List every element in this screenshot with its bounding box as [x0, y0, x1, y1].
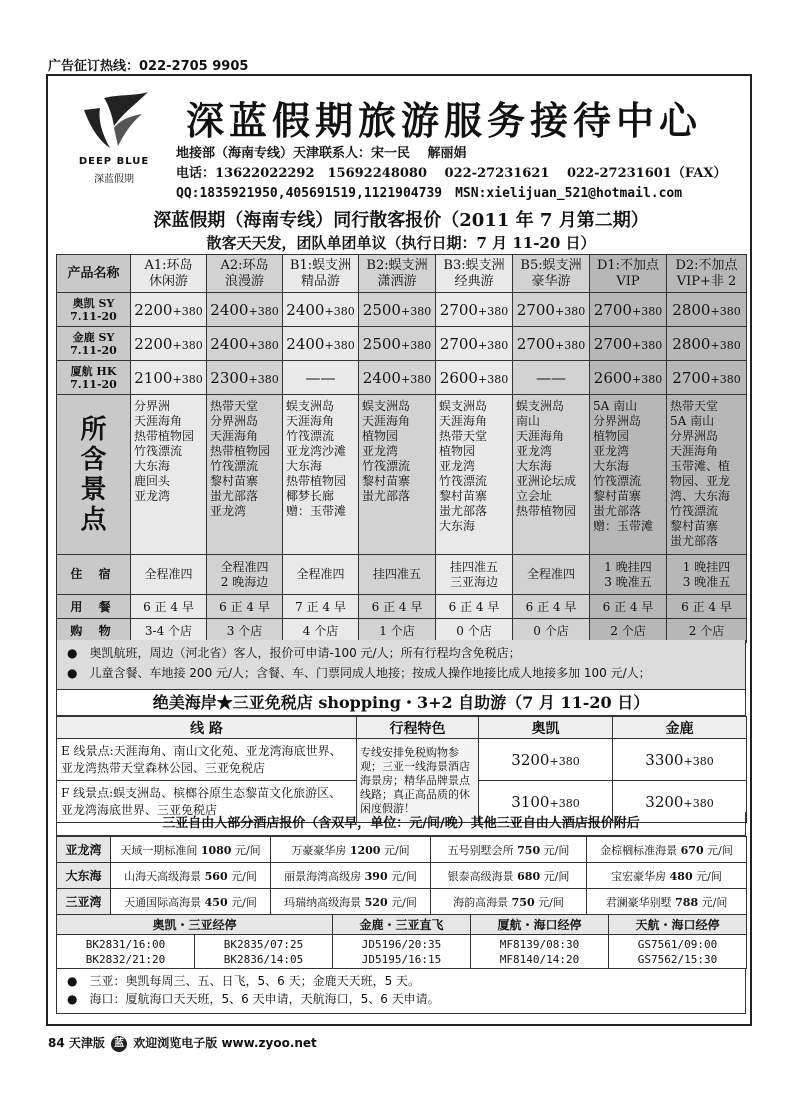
- spots-cell: 热带天堂 分界洲岛 天涯海角 热带植物园 竹筏漂流 黎村苗寨 蚩尤部落 亚龙湾: [207, 395, 283, 555]
- hotel-cell: 天域一期标准间 1080 元/间: [111, 837, 271, 863]
- notes: [56, 640, 746, 690]
- shop-header-okay: 奥凯: [479, 717, 613, 739]
- spots-cell: 5A 南山 分界洲岛 植物园 亚龙湾 大东海 竹筏漂流 黎村苗寨 蚩尤部落 赠：玉带滩: [590, 395, 667, 555]
- hotel-cell: 银泰高级海景 680 元/间: [431, 863, 587, 889]
- meal-cell: 6 正 4 早: [131, 595, 207, 619]
- quote-subtitle: 散客天天发，团队单团单议（执行日期：7 月 11-20 日）: [206, 234, 596, 252]
- flight-header: 天航・海口经停: [609, 915, 747, 935]
- shop-count-cell: 3-4 个店: [131, 619, 207, 643]
- hotel-cell: 海韵高海景 750 元/间: [431, 889, 587, 915]
- shop-header-route: 线 路: [57, 717, 357, 739]
- product-header: B3:蜈支洲 经典游: [436, 255, 513, 293]
- airline-label: 厦航 HK 7.11-20: [57, 361, 131, 395]
- shop-feature: 专线安排免税购物参观；三亚一线海景酒店海景房；精华品牌景点线路；真正高品质的休闲度假游！: [357, 739, 479, 823]
- stay-cell: 1 晚挂四 3 晚准五: [667, 555, 747, 595]
- logo-en: DEEP BLUE: [78, 156, 150, 167]
- note-item: ● 儿童含餐、车地接 200 元/人；含餐、车、门票同成人地接；按成人操作地接比成人地接多加 100 元/人；: [67, 666, 651, 680]
- footer-url[interactable]: www.zyoo.net: [221, 1036, 317, 1050]
- airline-label: 奥凯 SY 7.11-20: [57, 293, 131, 327]
- flight-header: 奥凯・三亚经停: [57, 915, 333, 935]
- price-cell: 2700+380: [436, 293, 513, 327]
- price-cell: 2700+380: [590, 327, 667, 361]
- shop-count-cell: 3 个店: [207, 619, 283, 643]
- stay-cell: 全程准四: [283, 555, 359, 595]
- product-header: B2:蜈支洲 潇洒游: [359, 255, 436, 293]
- spots-cell: 蜈支洲岛 南山 天涯海角 亚龙湾 大东海 亚洲论坛成 立会址 热带植物园: [513, 395, 590, 555]
- hotel-table: [56, 836, 747, 915]
- shop-route: E 线景点:天涯海角、南山文化苑、亚龙湾海底世界、亚龙湾热带天堂森林公园、三亚免税店: [57, 739, 357, 781]
- price-cell: 2500+380: [359, 293, 436, 327]
- meal-cell: 6 正 4 早: [590, 595, 667, 619]
- note-item: ● 奥凯航班，周边（河北省）客人，报价可申请-100 元/人；所有行程均含免税店；: [67, 646, 521, 660]
- hotel-cell: 山海天高级海景 560 元/间: [111, 863, 271, 889]
- shopping-table: [56, 716, 747, 823]
- spots-cell: 热带天堂 5A 南山 分界洲岛 天涯海角 玉带滩、植 物园、亚龙 湾、大东海 竹筏漂流 黎村苗寨 蚩尤部落: [667, 395, 747, 555]
- hotel-cell: 宝宏豪华房 480 元/间: [587, 863, 747, 889]
- product-header: A1:环岛 休闲游: [131, 255, 207, 293]
- flight-header: 金鹿・三亚直飞: [333, 915, 471, 935]
- stay-cell: 挂四准五: [359, 555, 436, 595]
- meal-cell: 6 正 4 早: [667, 595, 747, 619]
- corner-header: 产品名称: [57, 255, 131, 293]
- page-number: 84 天津版: [48, 1036, 105, 1050]
- price-cell: 2700+380: [667, 361, 747, 395]
- shop-price-okay: 3200+380: [479, 739, 613, 781]
- advert-frame: [46, 74, 752, 1026]
- shop-header-jinlu: 金鹿: [613, 717, 747, 739]
- stay-cell: 全程准四: [131, 555, 207, 595]
- price-cell: 2400+380: [359, 361, 436, 395]
- shop-count-cell: 1 个店: [359, 619, 436, 643]
- logo: [58, 90, 170, 185]
- hotline: 广告征订热线：022-2705 9905: [48, 59, 249, 74]
- price-cell: 2400+380: [207, 327, 283, 361]
- shop-price-okay: 3100+380: [479, 781, 613, 823]
- hotel-cell: 丽景海湾高级房 390 元/间: [271, 863, 431, 889]
- stay-label: 住 宿: [57, 555, 131, 595]
- hotel-area: 三亚湾: [57, 889, 111, 915]
- agency-title: 深蓝假期旅游服务接待中心: [186, 98, 703, 143]
- spots-cell: 蜈支洲岛 天涯海角 植物园 亚龙湾 竹筏漂流 黎村苗寨 蚩尤部落: [359, 395, 436, 555]
- meal-cell: 6 正 4 早: [207, 595, 283, 619]
- shop-count-cell: 2 个店: [590, 619, 667, 643]
- price-cell: 2700+380: [590, 293, 667, 327]
- price-cell: 2400+380: [283, 327, 359, 361]
- price-cell: 2700+380: [436, 327, 513, 361]
- note-item: ● 三亚：奥凯每周三、五、日飞，5、6 天；金鹿天天班，5 天。: [67, 974, 421, 988]
- meal-cell: 6 正 4 早: [359, 595, 436, 619]
- flight-cell: MF8139/08:30 MF8140/14:20: [471, 935, 609, 969]
- airline-label: 金鹿 SY 7.11-20: [57, 327, 131, 361]
- shop-count-cell: 2 个店: [667, 619, 747, 643]
- spots-cell: 蜈支洲岛 天涯海角 热带天堂 植物园 亚龙湾 竹筏漂流 黎村苗寨 蚩尤部落 大东海: [436, 395, 513, 555]
- product-header: D2:不加点 VIP+非 2: [667, 255, 747, 293]
- contact-line: QQ:1835921950,405691519,1121904739 MSN:xielijuan_521@hotmail.com: [176, 186, 683, 201]
- meal-label: 用 餐: [57, 595, 131, 619]
- price-cell: 2700+380: [513, 327, 590, 361]
- product-header: D1:不加点 VIP: [590, 255, 667, 293]
- shop-label: 购 物: [57, 619, 131, 643]
- flight-cell: GS7561/09:00 GS7562/15:30: [609, 935, 747, 969]
- hotel-area: 亚龙湾: [57, 837, 111, 863]
- welcome-text: 欢迎浏览电子版: [133, 1036, 218, 1050]
- quote-title: 深蓝假期（海南专线）同行散客报价（2011 年 7 月第二期）: [153, 210, 649, 231]
- hotel-area: 大东海: [57, 863, 111, 889]
- stay-cell: 挂四准五 三亚海边: [436, 555, 513, 595]
- flight-table: [56, 914, 747, 969]
- shop-price-jinlu: 3300+380: [613, 739, 747, 781]
- shop-price-jinlu: 3200+380: [613, 781, 747, 823]
- price-cell: 2200+380: [131, 327, 207, 361]
- price-table: [56, 254, 747, 643]
- price-cell: 2300+380: [207, 361, 283, 395]
- footer: [48, 1034, 317, 1052]
- shop-route: F 线景点:蜈支洲岛、槟榔谷原生态黎苗文化旅游区、亚龙湾海底世界、三亚免税店: [57, 781, 357, 823]
- product-header: B1:蜈支洲 精品游: [283, 255, 359, 293]
- price-cell: 2800+380: [667, 293, 747, 327]
- flight-cell: BK2835/07:25 BK2836/14:05: [195, 935, 333, 969]
- hotel-cell: 万豪豪华房 1200 元/间: [271, 837, 431, 863]
- shop-count-cell: 0 个店: [513, 619, 590, 643]
- hotel-title: 三亚自由人部分酒店报价（含双早，单位：元/间/晚）其他三亚自由人酒店报价附后: [56, 812, 746, 836]
- flight-cell: JD5196/20:35 JD5195/16:15: [333, 935, 471, 969]
- price-cell: 2400+380: [283, 293, 359, 327]
- price-cell: 2200+380: [131, 293, 207, 327]
- shop-count-cell: 0 个店: [436, 619, 513, 643]
- contact-line: 地接部（海南专线）天津联系人：宋一民 解丽娟: [176, 146, 467, 161]
- hotel-cell: 金棕榈标准海景 670 元/间: [587, 837, 747, 863]
- hotel-cell: 玛瑞纳高级海景 520 元/间: [271, 889, 431, 915]
- badge-icon: 蓝: [111, 1036, 127, 1052]
- price-cell: 2800+380: [667, 327, 747, 361]
- hotel-cell: 君澜豪华别墅 788 元/间: [587, 889, 747, 915]
- meal-cell: 6 正 4 早: [513, 595, 590, 619]
- shop-header-feature: 行程特色: [357, 717, 479, 739]
- price-cell: ——: [513, 361, 590, 395]
- price-cell: 2600+380: [590, 361, 667, 395]
- price-cell: ——: [283, 361, 359, 395]
- bottom-notes: [56, 968, 746, 1014]
- product-header: B5:蜈支洲 豪华游: [513, 255, 590, 293]
- price-cell: 2600+380: [436, 361, 513, 395]
- stay-cell: 全程准四 2 晚海边: [207, 555, 283, 595]
- flight-header: 厦航・海口经停: [471, 915, 609, 935]
- meal-cell: 6 正 4 早: [436, 595, 513, 619]
- stay-cell: 1 晚挂四 3 晚准五: [590, 555, 667, 595]
- product-header: A2:环岛 浪漫游: [207, 255, 283, 293]
- hotel-cell: 天通国际高海景 450 元/间: [111, 889, 271, 915]
- price-cell: 2500+380: [359, 327, 436, 361]
- hotel-cell: 五号别墅会所 750 元/间: [431, 837, 587, 863]
- price-cell: 2400+380: [207, 293, 283, 327]
- spots-cell: 分界洲 天涯海角 热带植物园 竹筏漂流 大东海 鹿回头 亚龙湾: [131, 395, 207, 555]
- logo-mark-icon: [80, 90, 150, 152]
- shop-count-cell: 4 个店: [283, 619, 359, 643]
- flight-cell: BK2831/16:00 BK2832/21:20: [57, 935, 195, 969]
- stay-cell: 全程准四: [513, 555, 590, 595]
- price-cell: 2700+380: [513, 293, 590, 327]
- contact-line: 电话：13622022292 15692248080 022-27231621 022-27231601（FAX）: [176, 166, 727, 181]
- logo-cn: 深蓝假期: [94, 174, 134, 185]
- meal-cell: 7 正 4 早: [283, 595, 359, 619]
- price-cell: 2100+380: [131, 361, 207, 395]
- shopping-title: 绝美海岸★三亚免税店 shopping・3+2 自助游（7 月 11-20 日）: [56, 690, 746, 716]
- spots-label: 所 含 景 点: [57, 395, 131, 555]
- note-item: ● 海口：厦航海口天天班，5、6 天申请，天航海口，5、6 天申请。: [67, 992, 440, 1006]
- spots-cell: 蜈支洲岛 天涯海角 竹筏漂流 亚龙湾沙滩 大东海 热带植物园 椰梦长廊 赠：玉带滩: [283, 395, 359, 555]
